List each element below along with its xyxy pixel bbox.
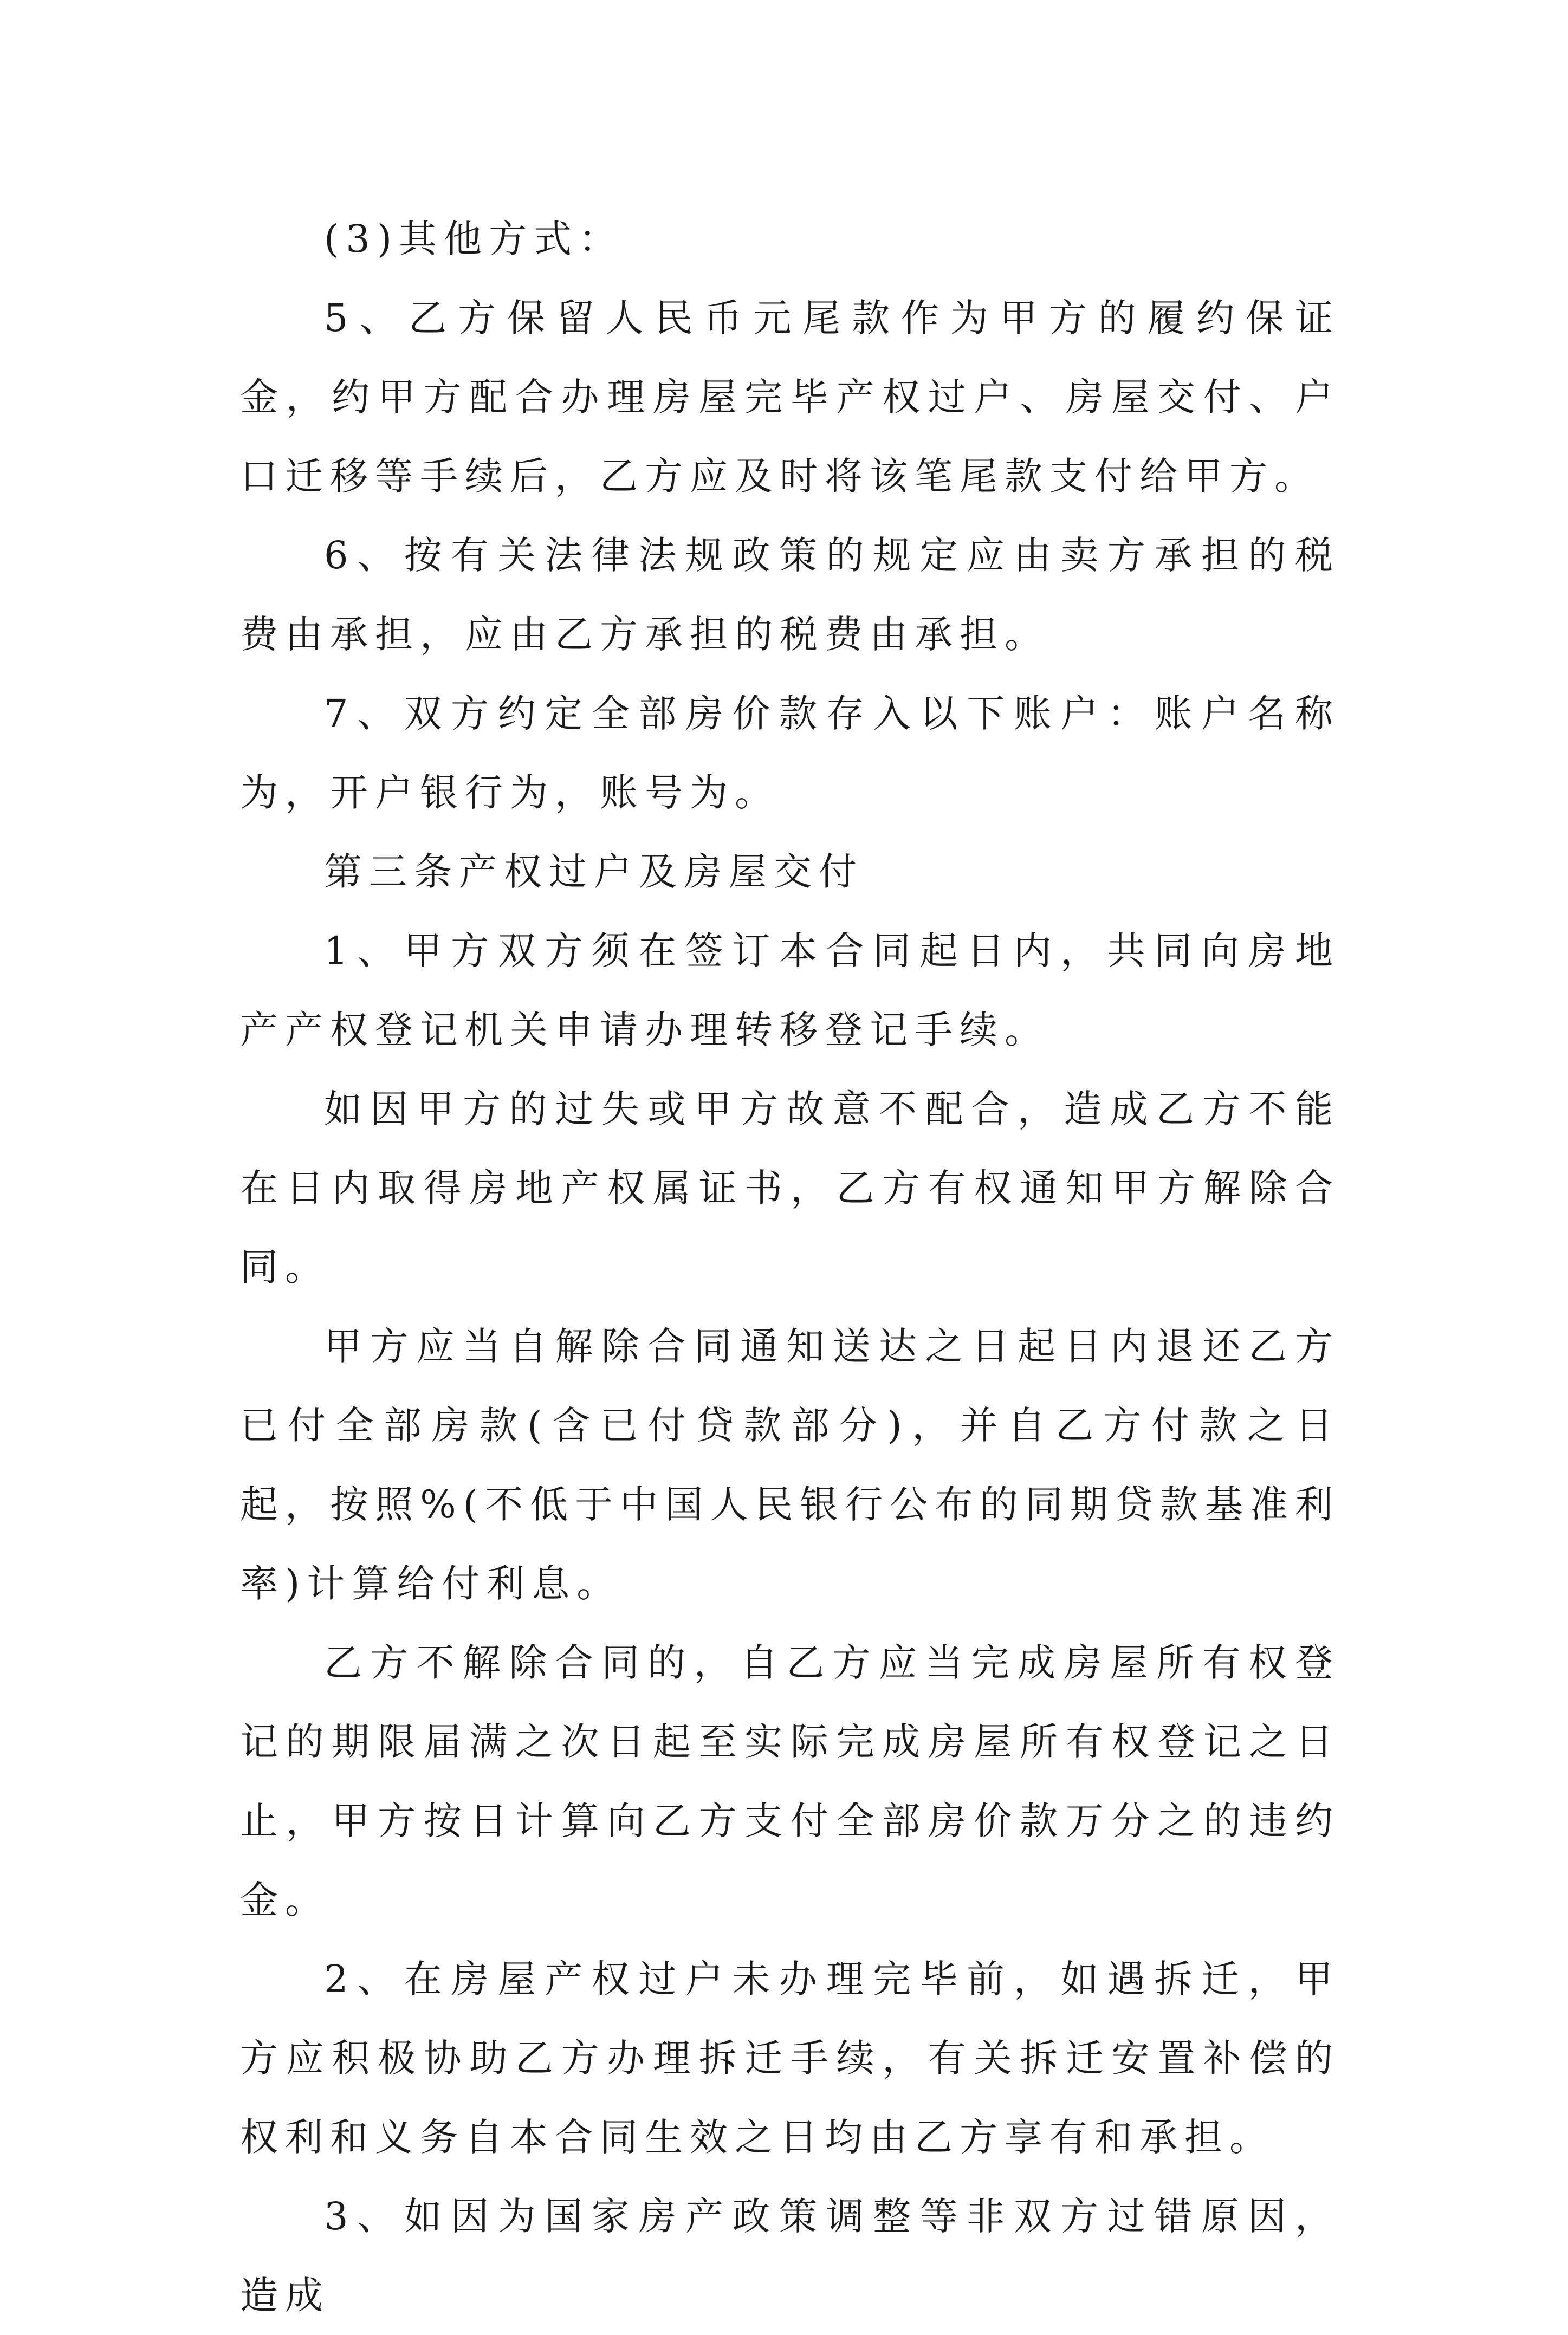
paragraph-article-3-item-1: 1、甲方双方须在签订本合同起日内，共同向房地产产权登记机关申请办理转移登记手续。 xyxy=(240,929,1340,1052)
paragraph-penalty: 乙方不解除合同的，自乙方应当完成房屋所有权登记的期限届满之次日起至实际完成房屋所有权登记之日止，甲方按日计算向乙方支付全部房价款万分之的违约金。 xyxy=(240,1640,1340,1922)
paragraph-article-3-item-3: 3、如因为国家房产政策调整等非双方过错原因，造成 xyxy=(240,2194,1340,2318)
section-heading-article-3: 第三条产权过户及房屋交付 xyxy=(324,849,864,894)
paragraph-clause-6: 6、按有关法律法规政策的规定应由卖方承担的税费由承担，应由乙方承担的税费由承担。 xyxy=(240,533,1340,657)
paragraph-clause-5: 5、乙方保留人民币元尾款作为甲方的履约保证金，约甲方配合办理房屋完毕产权过户、房屋交付、户口迁移等手续后，乙方应及时将该笔尾款支付给甲方。 xyxy=(240,296,1340,498)
paragraph-seller-fault: 如因甲方的过失或甲方故意不配合，造成乙方不能在日内取得房地产权属证书，乙方有权通知甲方解除合同。 xyxy=(240,1087,1340,1289)
paragraph-refund-interest: 甲方应当自解除合同通知送达之日起日内退还乙方已付全部房款(含已付贷款部分)，并自乙方付款之日起，按照%(不低于中国人民银行公布的同期贷款基准利率)计算给付利息。 xyxy=(240,1324,1340,1606)
paragraph-clause-7: 7、双方约定全部房价款存入以下账户：账户名称为，开户银行为，账号为。 xyxy=(240,691,1340,815)
paragraph-other-methods: (3)其他方式： xyxy=(324,217,624,261)
paragraph-article-3-item-2: 2、在房屋产权过户未办理完毕前，如遇拆迁，甲方应积极协助乙方办理拆迁手续，有关拆迁安置补偿的权利和义务自本合同生效之日均由乙方享有和承担。 xyxy=(240,1957,1340,2159)
document-body xyxy=(240,199,1340,2335)
